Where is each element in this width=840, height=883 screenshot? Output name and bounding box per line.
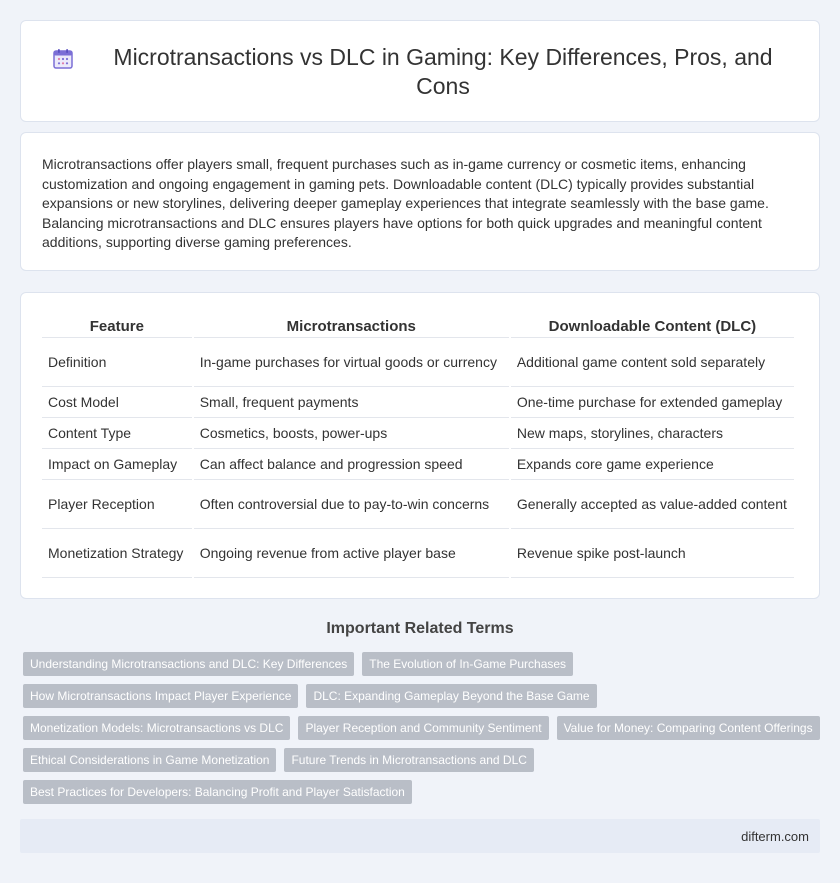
- cell-feature: Content Type: [42, 418, 192, 449]
- table-row: [42, 338, 794, 387]
- header-feature: Feature: [42, 315, 192, 338]
- comparison-table: [40, 315, 796, 578]
- cell-microtransactions: Ongoing revenue from active player base: [194, 529, 509, 578]
- related-tag[interactable]: How Microtransactions Impact Player Experience: [23, 684, 298, 708]
- related-tag[interactable]: The Evolution of In-Game Purchases: [362, 652, 573, 676]
- calendar-icon: [51, 47, 75, 71]
- related-tag[interactable]: Best Practices for Developers: Balancing Profit and Player Satisfaction: [23, 780, 412, 804]
- related-tag[interactable]: DLC: Expanding Gameplay Beyond the Base Game: [306, 684, 596, 708]
- table-row: [42, 480, 794, 529]
- cell-dlc: One-time purchase for extended gameplay: [511, 387, 794, 418]
- title-card: [20, 20, 820, 122]
- title-row: [21, 21, 819, 101]
- related-tag[interactable]: Player Reception and Community Sentiment: [298, 716, 548, 740]
- cell-dlc: Generally accepted as value-added content: [511, 480, 794, 529]
- related-tag[interactable]: Ethical Considerations in Game Monetization: [23, 748, 276, 772]
- cell-dlc: New maps, storylines, characters: [511, 418, 794, 449]
- header-dlc: Downloadable Content (DLC): [511, 315, 794, 338]
- table-row: [42, 418, 794, 449]
- intro-paragraph: Microtransactions offer players small, frequent purchases such as in-game currency or cosmetic items, enhancing customization and ongoing engagement in gaming pets. Downloadable content (DLC) typically provides substantial expansions or new storylines, delivering deeper gameplay experiences that integrate seamlessly with the base game. Balancing microtransactions and DLC ensures players have options for both quick upgrades and meaningful content additions, supporting diverse gaming preferences.: [42, 156, 769, 250]
- related-tag[interactable]: Monetization Models: Microtransactions vs DLC: [23, 716, 290, 740]
- cell-microtransactions: In-game purchases for virtual goods or currency: [194, 338, 509, 387]
- table-row: [42, 449, 794, 480]
- cell-dlc: Expands core game experience: [511, 449, 794, 480]
- table-header-row: [42, 315, 794, 338]
- page-title: Microtransactions vs DLC in Gaming: Key Differences, Pros, and Cons: [113, 44, 773, 99]
- comparison-card: [20, 292, 820, 599]
- cell-feature: Player Reception: [42, 480, 192, 529]
- header-microtransactions: Microtransactions: [194, 315, 509, 338]
- footer-site-link[interactable]: difterm.com: [741, 828, 809, 844]
- footer: [20, 819, 820, 853]
- cell-feature: Monetization Strategy: [42, 529, 192, 578]
- cell-feature: Definition: [42, 338, 192, 387]
- cell-microtransactions: Often controversial due to pay-to-win concerns: [194, 480, 509, 529]
- related-tag[interactable]: Future Trends in Microtransactions and DLC: [284, 748, 533, 772]
- cell-microtransactions: Cosmetics, boosts, power-ups: [194, 418, 509, 449]
- related-terms-heading: Important Related Terms: [326, 620, 514, 637]
- related-tag[interactable]: Understanding Microtransactions and DLC: Key Differences: [23, 652, 354, 676]
- cell-feature: Cost Model: [42, 387, 192, 418]
- cell-feature: Impact on Gameplay: [42, 449, 192, 480]
- cell-dlc: Revenue spike post-launch: [511, 529, 794, 578]
- cell-microtransactions: Small, frequent payments: [194, 387, 509, 418]
- intro-card: [20, 132, 820, 271]
- related-tag[interactable]: Value for Money: Comparing Content Offerings: [557, 716, 820, 740]
- cell-microtransactions: Can affect balance and progression speed: [194, 449, 509, 480]
- related-terms-tags: [23, 652, 823, 804]
- table-row: [42, 529, 794, 578]
- table-row: [42, 387, 794, 418]
- cell-dlc: Additional game content sold separately: [511, 338, 794, 387]
